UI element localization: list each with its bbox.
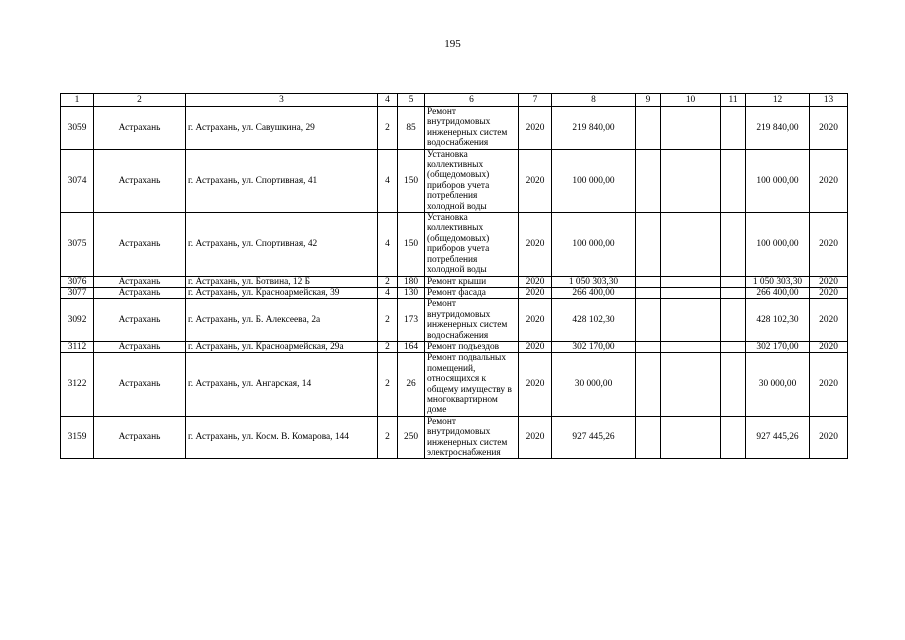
cell-cost: 266 400,00 bbox=[552, 287, 636, 298]
cell-c10 bbox=[661, 213, 721, 276]
cell-total: 100 000,00 bbox=[746, 149, 810, 212]
cell-city: Астрахань bbox=[94, 341, 186, 352]
cell-year: 2020 bbox=[519, 213, 552, 276]
cell-city: Астрахань bbox=[94, 299, 186, 342]
cell-c4: 4 bbox=[378, 287, 398, 298]
cell-year: 2020 bbox=[519, 353, 552, 416]
cell-work: Ремонт внутридомовых инженерных систем электроснабжения bbox=[425, 416, 519, 459]
cell-year: 2020 bbox=[519, 276, 552, 287]
cell-c5: 180 bbox=[398, 276, 425, 287]
cell-c10 bbox=[661, 149, 721, 212]
table-row bbox=[61, 353, 848, 416]
cell-end-year: 2020 bbox=[810, 107, 848, 150]
cell-year: 2020 bbox=[519, 107, 552, 150]
cell-total: 1 050 303,30 bbox=[746, 276, 810, 287]
cell-c11 bbox=[721, 299, 746, 342]
cell-c9 bbox=[636, 213, 661, 276]
column-header: 5 bbox=[398, 94, 425, 107]
table-row bbox=[61, 416, 848, 459]
cell-address: г. Астрахань, ул. Ботвина, 12 Б bbox=[186, 276, 378, 287]
column-header: 13 bbox=[810, 94, 848, 107]
cell-id: 3075 bbox=[61, 213, 94, 276]
table-row bbox=[61, 341, 848, 352]
cell-end-year: 2020 bbox=[810, 287, 848, 298]
column-header: 9 bbox=[636, 94, 661, 107]
cell-total: 100 000,00 bbox=[746, 213, 810, 276]
cell-c10 bbox=[661, 287, 721, 298]
cell-c10 bbox=[661, 107, 721, 150]
cell-total: 428 102,30 bbox=[746, 299, 810, 342]
cell-total: 219 840,00 bbox=[746, 107, 810, 150]
cell-end-year: 2020 bbox=[810, 341, 848, 352]
cell-id: 3059 bbox=[61, 107, 94, 150]
cell-year: 2020 bbox=[519, 287, 552, 298]
cell-cost: 219 840,00 bbox=[552, 107, 636, 150]
cell-address: г. Астрахань, ул. Спортивная, 41 bbox=[186, 149, 378, 212]
cell-c11 bbox=[721, 353, 746, 416]
cell-year: 2020 bbox=[519, 149, 552, 212]
cell-cost: 302 170,00 bbox=[552, 341, 636, 352]
cell-c11 bbox=[721, 276, 746, 287]
column-header: 1 bbox=[61, 94, 94, 107]
cell-c9 bbox=[636, 107, 661, 150]
cell-c9 bbox=[636, 416, 661, 459]
cell-city: Астрахань bbox=[94, 353, 186, 416]
cell-year: 2020 bbox=[519, 416, 552, 459]
cell-c9 bbox=[636, 299, 661, 342]
cell-year: 2020 bbox=[519, 299, 552, 342]
cell-city: Астрахань bbox=[94, 149, 186, 212]
cell-c10 bbox=[661, 299, 721, 342]
table-row bbox=[61, 287, 848, 298]
cell-work: Установка коллективных (общедомовых) приборов учета потребления холодной воды bbox=[425, 149, 519, 212]
cell-total: 30 000,00 bbox=[746, 353, 810, 416]
table-row bbox=[61, 149, 848, 212]
cell-id: 3159 bbox=[61, 416, 94, 459]
column-header: 8 bbox=[552, 94, 636, 107]
cell-address: г. Астрахань, ул. Ангарская, 14 bbox=[186, 353, 378, 416]
cell-c11 bbox=[721, 416, 746, 459]
cell-c4: 4 bbox=[378, 149, 398, 212]
cell-c11 bbox=[721, 287, 746, 298]
cell-cost: 1 050 303,30 bbox=[552, 276, 636, 287]
cell-cost: 428 102,30 bbox=[552, 299, 636, 342]
cell-c5: 150 bbox=[398, 149, 425, 212]
table-row bbox=[61, 213, 848, 276]
cell-c4: 4 bbox=[378, 213, 398, 276]
cell-c10 bbox=[661, 276, 721, 287]
column-header: 2 bbox=[94, 94, 186, 107]
cell-city: Астрахань bbox=[94, 416, 186, 459]
cell-address: г. Астрахань, ул. Спортивная, 42 bbox=[186, 213, 378, 276]
cell-c11 bbox=[721, 341, 746, 352]
cell-work: Ремонт крыши bbox=[425, 276, 519, 287]
cell-c5: 173 bbox=[398, 299, 425, 342]
cell-c11 bbox=[721, 149, 746, 212]
cell-end-year: 2020 bbox=[810, 416, 848, 459]
cell-address: г. Астрахань, ул. Б. Алексеева, 2а bbox=[186, 299, 378, 342]
cell-cost: 927 445,26 bbox=[552, 416, 636, 459]
cell-c11 bbox=[721, 213, 746, 276]
cell-year: 2020 bbox=[519, 341, 552, 352]
cell-work: Ремонт фасада bbox=[425, 287, 519, 298]
cell-id: 3112 bbox=[61, 341, 94, 352]
cell-c4: 2 bbox=[378, 299, 398, 342]
column-header: 10 bbox=[661, 94, 721, 107]
cell-work: Ремонт подъездов bbox=[425, 341, 519, 352]
cell-c4: 2 bbox=[378, 353, 398, 416]
cell-c4: 2 bbox=[378, 107, 398, 150]
cell-c4: 2 bbox=[378, 341, 398, 352]
cell-c9 bbox=[636, 341, 661, 352]
cell-c10 bbox=[661, 353, 721, 416]
cell-id: 3076 bbox=[61, 276, 94, 287]
cell-c5: 150 bbox=[398, 213, 425, 276]
cell-c4: 2 bbox=[378, 416, 398, 459]
cell-end-year: 2020 bbox=[810, 149, 848, 212]
cell-c10 bbox=[661, 341, 721, 352]
column-header: 12 bbox=[746, 94, 810, 107]
cell-id: 3077 bbox=[61, 287, 94, 298]
cell-address: г. Астрахань, ул. Красноармейская, 29а bbox=[186, 341, 378, 352]
cell-c5: 26 bbox=[398, 353, 425, 416]
cell-end-year: 2020 bbox=[810, 299, 848, 342]
cell-id: 3092 bbox=[61, 299, 94, 342]
column-header: 6 bbox=[425, 94, 519, 107]
cell-c10 bbox=[661, 416, 721, 459]
cell-c9 bbox=[636, 353, 661, 416]
cell-work: Ремонт подвальных помещений, относящихся к общему имуществу в многоквартирном доме bbox=[425, 353, 519, 416]
table-row bbox=[61, 107, 848, 150]
cell-end-year: 2020 bbox=[810, 276, 848, 287]
cell-cost: 100 000,00 bbox=[552, 149, 636, 212]
registry-table bbox=[60, 93, 848, 459]
cell-c9 bbox=[636, 276, 661, 287]
cell-cost: 30 000,00 bbox=[552, 353, 636, 416]
column-header: 11 bbox=[721, 94, 746, 107]
cell-work: Ремонт внутридомовых инженерных систем водоснабжения bbox=[425, 107, 519, 150]
cell-id: 3074 bbox=[61, 149, 94, 212]
cell-c9 bbox=[636, 287, 661, 298]
cell-work: Установка коллективных (общедомовых) приборов учета потребления холодной воды bbox=[425, 213, 519, 276]
cell-c9 bbox=[636, 149, 661, 212]
column-header: 3 bbox=[186, 94, 378, 107]
cell-end-year: 2020 bbox=[810, 213, 848, 276]
column-header: 4 bbox=[378, 94, 398, 107]
cell-address: г. Астрахань, ул. Савушкина, 29 bbox=[186, 107, 378, 150]
cell-c5: 250 bbox=[398, 416, 425, 459]
cell-work: Ремонт внутридомовых инженерных систем водоснабжения bbox=[425, 299, 519, 342]
cell-cost: 100 000,00 bbox=[552, 213, 636, 276]
cell-address: г. Астрахань, ул. Косм. В. Комарова, 144 bbox=[186, 416, 378, 459]
cell-id: 3122 bbox=[61, 353, 94, 416]
cell-c5: 164 bbox=[398, 341, 425, 352]
cell-c11 bbox=[721, 107, 746, 150]
cell-total: 266 400,00 bbox=[746, 287, 810, 298]
cell-end-year: 2020 bbox=[810, 353, 848, 416]
cell-city: Астрахань bbox=[94, 213, 186, 276]
header-row bbox=[61, 94, 848, 107]
cell-c5: 130 bbox=[398, 287, 425, 298]
cell-city: Астрахань bbox=[94, 287, 186, 298]
column-header: 7 bbox=[519, 94, 552, 107]
page-number: 195 bbox=[444, 38, 461, 50]
table-row bbox=[61, 299, 848, 342]
cell-total: 302 170,00 bbox=[746, 341, 810, 352]
cell-city: Астрахань bbox=[94, 107, 186, 150]
cell-city: Астрахань bbox=[94, 276, 186, 287]
cell-total: 927 445,26 bbox=[746, 416, 810, 459]
table-row bbox=[61, 276, 848, 287]
cell-address: г. Астрахань, ул. Красноармейская, 39 bbox=[186, 287, 378, 298]
cell-c5: 85 bbox=[398, 107, 425, 150]
cell-c4: 2 bbox=[378, 276, 398, 287]
